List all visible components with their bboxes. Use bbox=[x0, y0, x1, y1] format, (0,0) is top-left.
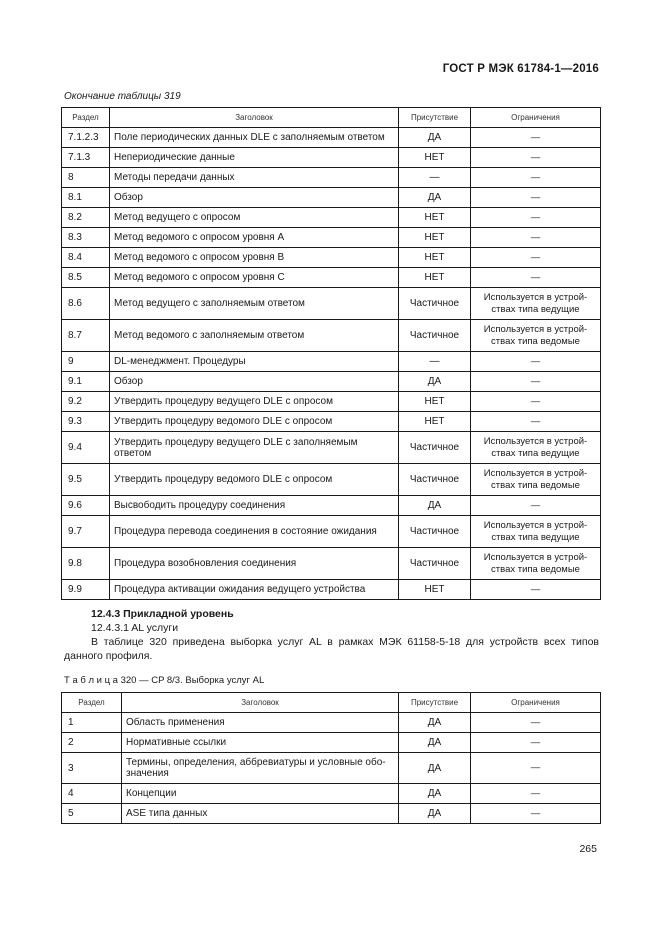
limitations-cell: — bbox=[471, 128, 601, 148]
title-cell: Утвердить процедуру ведомого DLE с опросом bbox=[110, 412, 399, 432]
title-cell: Утвердить процедуру ведомого DLE с опросом bbox=[110, 464, 399, 496]
section-cell: 8.2 bbox=[62, 208, 110, 228]
section-cell: 9.8 bbox=[62, 548, 110, 580]
table-header-row bbox=[62, 693, 601, 713]
title-cell: Нормативные ссылки bbox=[122, 733, 399, 753]
section-heading: 12.4.3 Прикладной уровень bbox=[91, 608, 234, 620]
presence-cell: ДА bbox=[399, 804, 471, 824]
section-cell: 7.1.2.3 bbox=[62, 128, 110, 148]
table-row bbox=[62, 188, 601, 208]
table-row bbox=[62, 288, 601, 320]
title-cell: Процедура перевода соединения в состояние ожидания bbox=[110, 516, 399, 548]
column-header: Раздел bbox=[62, 108, 110, 128]
column-header: Присутствие bbox=[399, 693, 471, 713]
title-cell: Поле периодических данных DLE с заполняемым ответом bbox=[110, 128, 399, 148]
section-cell: 4 bbox=[62, 784, 122, 804]
limitations-cell: — bbox=[471, 804, 601, 824]
table-row bbox=[62, 352, 601, 372]
table-row bbox=[62, 548, 601, 580]
presence-cell: Частичное bbox=[399, 320, 471, 352]
table-row bbox=[62, 516, 601, 548]
title-cell: Высвободить процедуру соединения bbox=[110, 496, 399, 516]
title-cell: Методы передачи данных bbox=[110, 168, 399, 188]
presence-cell: ДА bbox=[399, 784, 471, 804]
table-row bbox=[62, 268, 601, 288]
title-cell: Обзор bbox=[110, 188, 399, 208]
section-cell: 8.4 bbox=[62, 248, 110, 268]
table-row bbox=[62, 580, 601, 600]
limitations-cell: — bbox=[471, 372, 601, 392]
section-cell: 1 bbox=[62, 713, 122, 733]
title-cell: Утвердить процедуру ведущего DLE с заполняемым ответом bbox=[110, 432, 399, 464]
table-row bbox=[62, 148, 601, 168]
section-cell: 9.7 bbox=[62, 516, 110, 548]
presence-cell: НЕТ bbox=[399, 268, 471, 288]
section-cell: 5 bbox=[62, 804, 122, 824]
column-header: Заголовок bbox=[110, 108, 399, 128]
section-cell: 8.5 bbox=[62, 268, 110, 288]
presence-cell: — bbox=[399, 352, 471, 372]
presence-cell: НЕТ bbox=[399, 392, 471, 412]
limitations-cell: — bbox=[471, 753, 601, 784]
table-row bbox=[62, 128, 601, 148]
presence-cell: НЕТ bbox=[399, 248, 471, 268]
title-cell: Метод ведущего с опросом bbox=[110, 208, 399, 228]
presence-cell: Частичное bbox=[399, 548, 471, 580]
limitations-cell: — bbox=[471, 148, 601, 168]
title-cell: Утвердить процедуру ведущего DLE с опросом bbox=[110, 392, 399, 412]
title-cell: Метод ведущего с заполняемым ответом bbox=[110, 288, 399, 320]
table-row bbox=[62, 496, 601, 516]
title-cell: ASE типа данных bbox=[122, 804, 399, 824]
section-cell: 8.7 bbox=[62, 320, 110, 352]
section-cell: 9.5 bbox=[62, 464, 110, 496]
presence-cell: ДА bbox=[399, 713, 471, 733]
table-row bbox=[62, 248, 601, 268]
limitations-cell: Используется в устрой-ствах типа ведомые bbox=[471, 320, 601, 352]
limitations-cell: — bbox=[471, 352, 601, 372]
section-cell: 9.1 bbox=[62, 372, 110, 392]
presence-cell: ДА bbox=[399, 496, 471, 516]
presence-cell: ДА bbox=[399, 753, 471, 784]
title-cell: Непериодические данные bbox=[110, 148, 399, 168]
section-cell: 8.6 bbox=[62, 288, 110, 320]
standard-header: ГОСТ Р МЭК 61784-1—2016 bbox=[442, 63, 599, 75]
section-cell: 9.4 bbox=[62, 432, 110, 464]
title-cell: Термины, определения, аббревиатуры и условные обо-значения bbox=[122, 753, 399, 784]
column-header: Присутствие bbox=[399, 108, 471, 128]
table-row bbox=[62, 733, 601, 753]
section-cell: 8.1 bbox=[62, 188, 110, 208]
limitations-cell: — bbox=[471, 208, 601, 228]
limitations-cell: — bbox=[471, 188, 601, 208]
table-row bbox=[62, 804, 601, 824]
presence-cell: НЕТ bbox=[399, 228, 471, 248]
table-319 bbox=[61, 107, 601, 600]
column-header: Раздел bbox=[62, 693, 122, 713]
presence-cell: НЕТ bbox=[399, 412, 471, 432]
table-320-caption: Т а б л и ц а 320 — CP 8/3. Выборка услуг AL bbox=[64, 675, 265, 686]
section-cell: 9 bbox=[62, 352, 110, 372]
title-cell: Метод ведомого с опросом уровня В bbox=[110, 248, 399, 268]
section-cell: 8.3 bbox=[62, 228, 110, 248]
limitations-cell: Используется в устрой-ствах типа ведомые bbox=[471, 548, 601, 580]
table-row bbox=[62, 713, 601, 733]
title-cell: Метод ведомого с опросом уровня А bbox=[110, 228, 399, 248]
section-cell: 8 bbox=[62, 168, 110, 188]
title-cell: Процедура активации ожидания ведущего устройства bbox=[110, 580, 399, 600]
table-row bbox=[62, 432, 601, 464]
limitations-cell: Используется в устрой-ствах типа ведущие bbox=[471, 516, 601, 548]
presence-cell: НЕТ bbox=[399, 580, 471, 600]
limitations-cell: — bbox=[471, 713, 601, 733]
table-header-row bbox=[62, 108, 601, 128]
presence-cell: НЕТ bbox=[399, 148, 471, 168]
limitations-cell: — bbox=[471, 412, 601, 432]
section-cell: 9.3 bbox=[62, 412, 110, 432]
table-row bbox=[62, 412, 601, 432]
column-header: Ограничения bbox=[471, 108, 601, 128]
presence-cell: Частичное bbox=[399, 432, 471, 464]
table-row bbox=[62, 392, 601, 412]
table-row bbox=[62, 784, 601, 804]
table-row bbox=[62, 168, 601, 188]
table-319-caption: Окончание таблицы 319 bbox=[64, 91, 181, 102]
section-cell: 9.9 bbox=[62, 580, 110, 600]
limitations-cell: — bbox=[471, 268, 601, 288]
table-row bbox=[62, 228, 601, 248]
limitations-cell: — bbox=[471, 784, 601, 804]
presence-cell: ДА bbox=[399, 372, 471, 392]
body-paragraph: В таблице 320 приведена выборка услуг AL в рамках МЭК 61158-5-18 для устройств всех типов данного профиля. bbox=[64, 636, 599, 662]
title-cell: Концепции bbox=[122, 784, 399, 804]
section-cell: 3 bbox=[62, 753, 122, 784]
limitations-cell: — bbox=[471, 496, 601, 516]
presence-cell: Частичное bbox=[399, 464, 471, 496]
section-cell: 2 bbox=[62, 733, 122, 753]
limitations-cell: — bbox=[471, 733, 601, 753]
title-cell: DL-менеджмент. Процедуры bbox=[110, 352, 399, 372]
limitations-cell: Используется в устрой-ствах типа ведомые bbox=[471, 464, 601, 496]
presence-cell: — bbox=[399, 168, 471, 188]
limitations-cell: — bbox=[471, 248, 601, 268]
presence-cell: ДА bbox=[399, 128, 471, 148]
table-row bbox=[62, 753, 601, 784]
limitations-cell: Используется в устрой-ствах типа ведущие bbox=[471, 432, 601, 464]
page-number: 265 bbox=[579, 843, 597, 855]
limitations-cell: — bbox=[471, 392, 601, 412]
limitations-cell: Используется в устрой-ствах типа ведущие bbox=[471, 288, 601, 320]
presence-cell: ДА bbox=[399, 188, 471, 208]
section-cell: 7.1.3 bbox=[62, 148, 110, 168]
table-row bbox=[62, 320, 601, 352]
table-320 bbox=[61, 692, 601, 824]
limitations-cell: — bbox=[471, 168, 601, 188]
table-row bbox=[62, 464, 601, 496]
section-cell: 9.6 bbox=[62, 496, 110, 516]
presence-cell: Частичное bbox=[399, 516, 471, 548]
table-row bbox=[62, 208, 601, 228]
subsection-heading: 12.4.3.1 AL услуги bbox=[91, 622, 179, 634]
presence-cell: ДА bbox=[399, 733, 471, 753]
table-row bbox=[62, 372, 601, 392]
title-cell: Область применения bbox=[122, 713, 399, 733]
title-cell: Метод ведомого с заполняемым ответом bbox=[110, 320, 399, 352]
title-cell: Процедура возобновления соединения bbox=[110, 548, 399, 580]
column-header: Заголовок bbox=[122, 693, 399, 713]
section-cell: 9.2 bbox=[62, 392, 110, 412]
presence-cell: Частичное bbox=[399, 288, 471, 320]
column-header: Ограничения bbox=[471, 693, 601, 713]
limitations-cell: — bbox=[471, 580, 601, 600]
limitations-cell: — bbox=[471, 228, 601, 248]
title-cell: Метод ведомого с опросом уровня С bbox=[110, 268, 399, 288]
presence-cell: НЕТ bbox=[399, 208, 471, 228]
title-cell: Обзор bbox=[110, 372, 399, 392]
